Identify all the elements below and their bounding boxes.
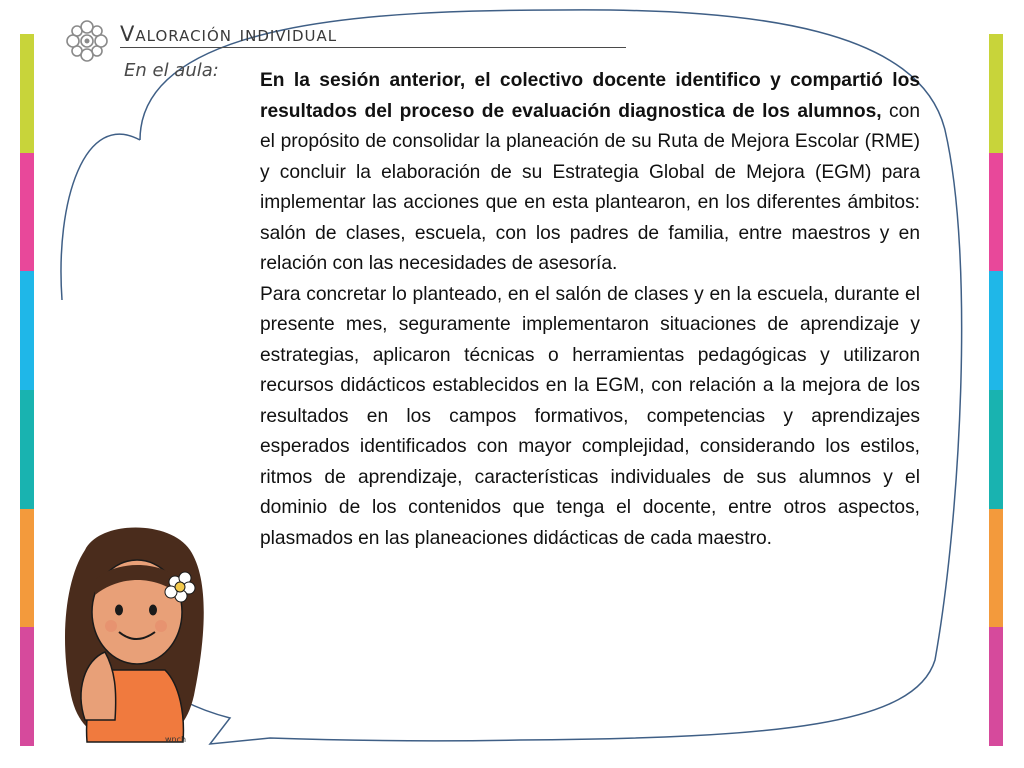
paragraph-1 [260,66,920,280]
right-eye [149,605,157,616]
right-cheek [155,620,167,632]
left-cheek [105,620,117,632]
section-label: En el aula: [124,60,219,81]
page-title: Valoración individual [120,22,338,46]
flower-logo-icon [62,16,112,66]
paragraph-2: Para concretar lo planteado, en el salón de clases y en la escuela, durante el presente mes, seguramente implementaron situaciones de aprendizaje y estrategias, aplicaron técnicas o herramientas pedagógicas y utilizaron recursos didácticos establecidos en la EGM, con relación a la mejora de los resultados en los campos formativos, competencias y aprendizajes esperados identificados con mayor complejidad, considerando los estilos, ritmos de aprendizaje, características individuales de sus alumnos y el dominio de los contenidos que tenga el docente, entre otros aspectos, plasmados en las planeaciones didácticas de cada maestro. [260,283,920,549]
left-eye [115,605,123,616]
paragraph-1-bold-lead: En la sesión anterior, el colectivo docente identifico y compartió los resultados del proceso de evaluación diagnostica de los alumnos, [260,70,920,122]
paragraph-1-text: con el propósito de consolidar la planeación de su Ruta de Mejora Escolar (RME) y concluir la elaboración de su Estrategia Global de Mejora (EGM) para implementar las acciones que en esta plantearon, en los diferentes ámbitos: salón de clases, escuela, con los padres de familia, entre maestros y en relación con las necesidades de asesoría. [260,100,920,274]
body-text [260,66,920,554]
artist-signature: wnch [165,735,187,744]
girl-illustration [45,520,225,750]
title-underline [120,47,626,48]
